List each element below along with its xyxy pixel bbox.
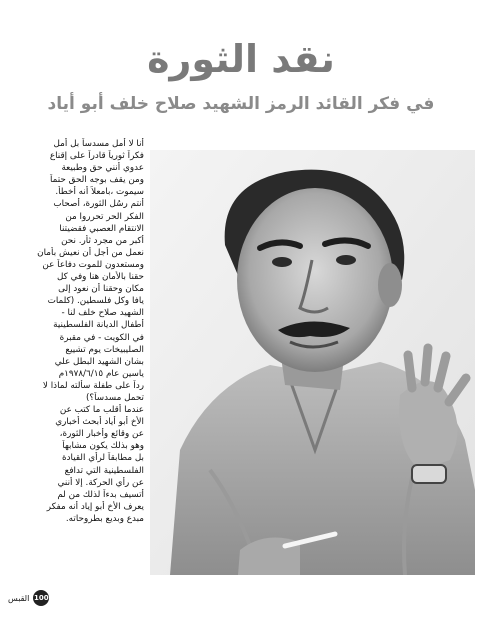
body-line: أتسيف بدءاً لذلك من لم <box>57 489 144 500</box>
body-line: الفكر الحر تحرروا من <box>65 211 144 222</box>
body-line: ياسين عام ١٩٧٨/٦/١٥م <box>58 368 144 379</box>
page-footer <box>8 590 49 606</box>
body-line: فكراً ثورياً قادراً على إقناع <box>49 151 144 162</box>
body-line: عندما أقلب ما كتب عن <box>59 405 144 416</box>
body-line: عن وقائع وأخبار الثورة، <box>59 429 144 440</box>
body-line: أطفال الديانة الفلسطينية <box>53 320 144 331</box>
magazine-name: القبس <box>8 593 30 603</box>
article-title: نقد الثورة <box>147 37 335 81</box>
body-line: أكبر من مجرد ثأر. نحن <box>61 235 144 246</box>
article-subtitle: في فكر القائد الرمز الشهيد صلاح خلف أبو أياد <box>47 94 435 114</box>
body-line: يافا وكل فلسطين. (كلمات <box>47 296 144 307</box>
body-line: تحمل مسدساً؟) <box>85 392 144 403</box>
body-line: أنتم رسُل الثورة، أصحاب <box>53 199 144 210</box>
body-line: وهو بذلك يكون مشابهاً <box>62 441 144 452</box>
body-line: بشان الشهيد البطل علي <box>54 356 144 367</box>
body-line: سيموت ،بامعلاً أنه أخطأ. <box>55 187 144 198</box>
body-line: الأخ أبو أياد أبحث أخباري <box>55 417 144 428</box>
body-line: حقنا بالأمان هنا وفي كل <box>56 272 144 283</box>
portrait-photo <box>150 150 475 575</box>
body-line: عن رأي الحركة. إلا أنني <box>57 477 144 488</box>
body-line: الشهيد صلاح خلف لنا - <box>61 308 144 319</box>
body-line: الانتقام العصبي فقضيتنا <box>59 223 144 234</box>
body-line: في الكويت - في مقبرة <box>59 332 144 343</box>
article-body-column <box>8 138 144 525</box>
body-line: الصليبيخات يوم تشييع <box>65 344 144 355</box>
body-line: مبدع وبديع بطروحاته. <box>65 513 144 524</box>
body-line: الفلسطينية التي تدافع <box>64 465 144 476</box>
body-line: أنا لا أمل مسدساً بل أمل <box>53 139 144 149</box>
page-number-badge: 100 <box>33 590 49 606</box>
body-line: نعمل من أجل أن نعيش بأمان <box>37 247 144 258</box>
body-line: عدوي أنني حق وطبيعة <box>61 163 144 174</box>
body-line: رداً على طفلة سألته لماذا لا <box>42 380 144 391</box>
body-line: بل مطابقاً لرأي القيادة <box>62 453 144 464</box>
body-line: مكان وحقنا أن نعود إلى <box>58 284 144 295</box>
body-line: ومن يقف بوجه الحق حتماً <box>50 175 144 186</box>
body-line: ومستعدون للموت دفاعاً عن <box>42 259 144 270</box>
body-line: يعرف الأخ أبو إياد أنه مفكر <box>46 501 144 512</box>
